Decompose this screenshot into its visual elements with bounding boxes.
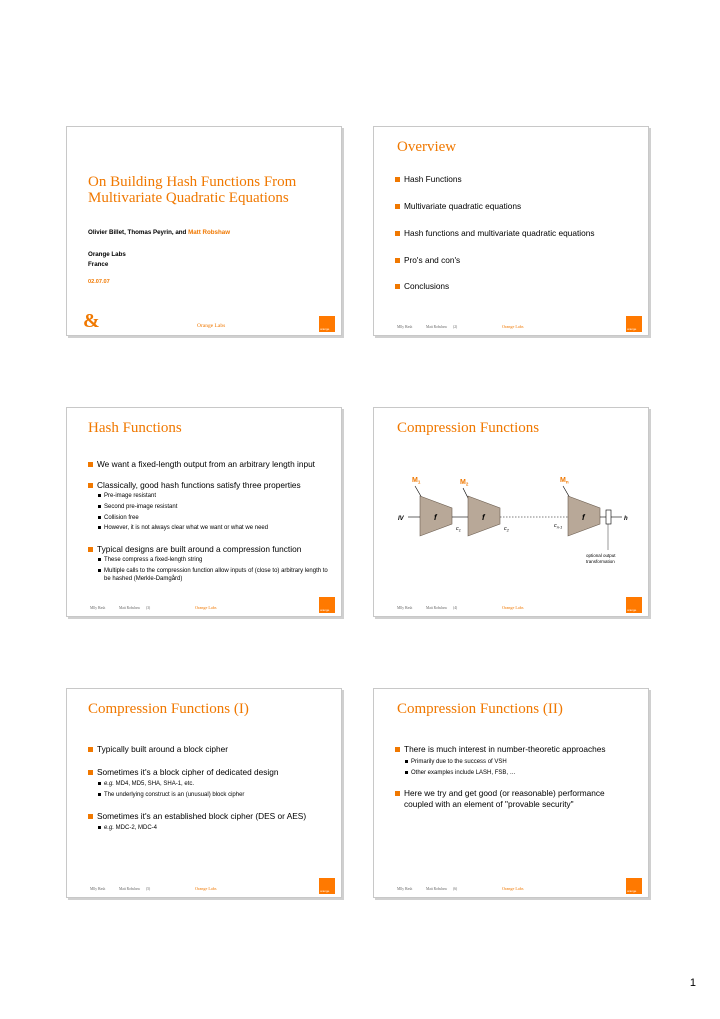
slide-title-hash: Hash Functions — [88, 420, 182, 436]
bullet-square-icon — [88, 747, 93, 752]
f-label: f — [482, 513, 485, 522]
footer-left: Mlly Hash — [397, 887, 413, 891]
bullet — [88, 459, 333, 470]
authors-highlight: Matt Robshaw — [188, 229, 231, 236]
footer-author: Matt Robshaw — [426, 325, 448, 329]
slide-compression-functions-2 — [373, 688, 649, 898]
slide-title-compression-1: Compression Functions (I) — [88, 701, 249, 717]
bullet-square-icon — [395, 791, 400, 796]
org-line-1: Orange Labs — [88, 251, 126, 258]
merkle-damgard-diagram — [374, 468, 648, 588]
bullet-square-icon — [88, 483, 93, 488]
bullet-square-icon — [395, 747, 400, 752]
slide-footer — [374, 596, 648, 616]
bullet-text: Typically built around a block cipher — [97, 744, 228, 754]
bullet — [88, 544, 333, 555]
bullet-square-icon — [88, 770, 93, 775]
footer-center: Orange Labs — [502, 886, 524, 891]
bullet — [395, 788, 634, 810]
footer-page: (4) — [453, 606, 458, 610]
bullet-text: Multivariate quadratic equations — [404, 201, 522, 211]
slide-footer — [67, 596, 341, 616]
slide-compression-functions-1 — [66, 688, 342, 898]
bullet-text: Here we try and get good (or reasonable) performance coupled with an element of "provable security" — [404, 788, 605, 809]
orange-logo-icon — [319, 597, 335, 613]
bullet — [88, 811, 333, 822]
page-number: 1 — [689, 977, 696, 989]
bullet — [395, 201, 640, 212]
bullet-square-icon — [395, 258, 400, 263]
mn-label: $M_n$ — [560, 477, 569, 485]
authors — [88, 229, 230, 236]
sub-bullet-text: Collision free — [104, 515, 139, 521]
sub-bullet-text: e.g. MD4, MD5, SHA, SHA-1, etc. — [104, 781, 195, 787]
logo-text: orange — [627, 889, 637, 893]
footer-center: Orange Labs — [502, 324, 524, 329]
slide-footer — [374, 315, 648, 335]
logo-text: orange — [320, 608, 330, 612]
h-label: h — [624, 516, 628, 522]
slide-overview — [373, 126, 649, 336]
sub-bullet — [98, 514, 333, 522]
sub-bullet — [98, 492, 333, 500]
footer-center: Orange Labs — [197, 323, 226, 329]
bullet-text: Pro's and con's — [404, 255, 461, 265]
orange-logo-icon — [319, 316, 335, 332]
sub-bullet-text: Primarily due to the success of VSH — [411, 759, 507, 765]
bullet — [88, 480, 333, 491]
sub-bullet — [98, 503, 333, 511]
slide-footer — [67, 877, 341, 897]
m2-label: $M_2$ — [460, 479, 469, 487]
bullet-square-icon — [395, 204, 400, 209]
sub-bullet-square-icon — [98, 505, 101, 508]
sub-bullet-square-icon — [405, 760, 408, 763]
bullet-text: We want a fixed-length output from an arbitrary length input — [97, 459, 315, 469]
sub-bullet — [405, 769, 640, 777]
org-line-2: France — [88, 261, 109, 268]
presentation-date: 02.07.07 — [88, 279, 110, 285]
sub-bullet-square-icon — [98, 826, 101, 829]
slide-hash-functions — [66, 407, 342, 617]
sub-bullet-text: These compress a fixed-length string — [104, 557, 203, 563]
iv-label: IV — [398, 516, 404, 522]
bullet-square-icon — [88, 462, 93, 467]
sub-bullet — [98, 791, 333, 799]
sub-bullet-square-icon — [98, 558, 101, 561]
orange-logo-icon — [626, 597, 642, 613]
c1-label: $c_1$ — [456, 526, 461, 533]
sub-bullet — [98, 567, 329, 583]
sub-bullet-text: Second pre-image resistant — [104, 504, 178, 510]
c2-label: $c_2$ — [504, 526, 509, 533]
sub-bullet — [98, 556, 333, 564]
orange-logo-icon — [319, 878, 335, 894]
sub-bullet-text: Pre-image resistant — [104, 493, 157, 499]
sub-bullet-square-icon — [98, 782, 101, 785]
f-label: f — [434, 513, 437, 522]
sub-bullet — [98, 524, 333, 532]
bullet-text: Hash functions and multivariate quadratic equations — [404, 228, 595, 238]
sub-bullet-square-icon — [98, 793, 101, 796]
slide-title — [66, 126, 342, 336]
footer-center: Orange Labs — [195, 886, 217, 891]
bullet — [395, 281, 640, 292]
footer-page: (5) — [146, 887, 151, 891]
slide-title-compression-2: Compression Functions (II) — [397, 701, 563, 717]
logo-text: orange — [320, 889, 330, 893]
bullet-text: Classically, good hash functions satisfy three properties — [97, 480, 301, 490]
sub-bullet — [98, 780, 333, 788]
bullet-square-icon — [88, 547, 93, 552]
m1-label: $M_1$ — [412, 477, 421, 485]
bullet — [395, 174, 640, 185]
bullet — [395, 255, 640, 266]
bullet-square-icon — [88, 814, 93, 819]
footer-author: Matt Robshaw — [119, 887, 141, 891]
presentation-title: On Building Hash Functions From Multivariate Quadratic Equations — [88, 174, 297, 206]
f-label: f — [582, 513, 585, 522]
bullet-text: Conclusions — [404, 281, 450, 291]
sub-bullet-text: Multiple calls to the compression function allow inputs of (close to) arbitrary length to be hashed (Merkle-Damgård) — [104, 568, 328, 582]
sub-bullet-text: The underlying construct is an (unusual) block cipher — [104, 792, 245, 798]
sub-bullet-text: e.g. MDC-2, MDC-4 — [104, 825, 158, 831]
footer-left: Mlly Hash — [90, 887, 106, 891]
slide-compression-functions — [373, 407, 649, 617]
sub-bullet — [98, 824, 333, 832]
sub-bullet-square-icon — [98, 526, 101, 529]
footer-page: (2) — [453, 325, 458, 329]
sub-bullet-square-icon — [98, 516, 101, 519]
logo-text: orange — [627, 327, 637, 331]
footer-left: Mlly Hash — [90, 606, 106, 610]
bullet — [395, 228, 640, 239]
sub-bullet — [405, 758, 640, 766]
bullet — [88, 744, 333, 755]
authors-plain: Olivier Billet, Thomas Peyrin, and — [88, 229, 189, 236]
bullet-text: Hash Functions — [404, 174, 462, 184]
footer-center: Orange Labs — [502, 605, 524, 610]
bullet-square-icon — [395, 177, 400, 182]
footer-author: Matt Robshaw — [426, 887, 448, 891]
bullet-text: There is much interest in number-theoretic approaches — [404, 744, 606, 754]
footer-author: Matt Robshaw — [119, 606, 141, 610]
sub-bullet-text: Other examples include LASH, FSB, … — [411, 770, 516, 776]
slide-title-compression: Compression Functions — [397, 420, 540, 436]
transformation-box — [606, 510, 611, 524]
footer-page: (6) — [453, 887, 458, 891]
logo-text: orange — [320, 327, 330, 331]
organization — [88, 250, 126, 270]
slide-footer — [374, 877, 648, 897]
bullet — [88, 767, 333, 778]
bullet-text: Typical designs are built around a compression function — [97, 544, 302, 554]
footer-page: (3) — [146, 606, 151, 610]
bullet-text: Sometimes it's an established block cipher (DES or AES) — [97, 811, 307, 821]
footer-center: Orange Labs — [195, 605, 217, 610]
sub-bullet-square-icon — [98, 569, 101, 572]
ampersand-logo-icon: & — [83, 310, 100, 332]
cn1-label: $c_{n-1}$ — [554, 523, 563, 530]
orange-logo-icon — [626, 878, 642, 894]
bullet-text: Sometimes it's a block cipher of dedicated design — [97, 767, 279, 777]
sub-bullet-text: However, it is not always clear what we want or what we need — [104, 525, 269, 531]
footer-left: Mlly Hash — [397, 606, 413, 610]
transformation-label: transformation — [586, 559, 615, 564]
logo-text: orange — [627, 608, 637, 612]
footer-author: Matt Robshaw — [426, 606, 448, 610]
bullet-square-icon — [395, 284, 400, 289]
bullet-square-icon — [395, 231, 400, 236]
slide-title-overview: Overview — [397, 139, 457, 155]
orange-logo-icon — [626, 316, 642, 332]
sub-bullet-square-icon — [98, 494, 101, 497]
optional-output-label: optional output — [586, 553, 616, 558]
footer-left: Mlly Hash — [397, 325, 413, 329]
sub-bullet-square-icon — [405, 771, 408, 774]
bullet — [395, 744, 640, 755]
